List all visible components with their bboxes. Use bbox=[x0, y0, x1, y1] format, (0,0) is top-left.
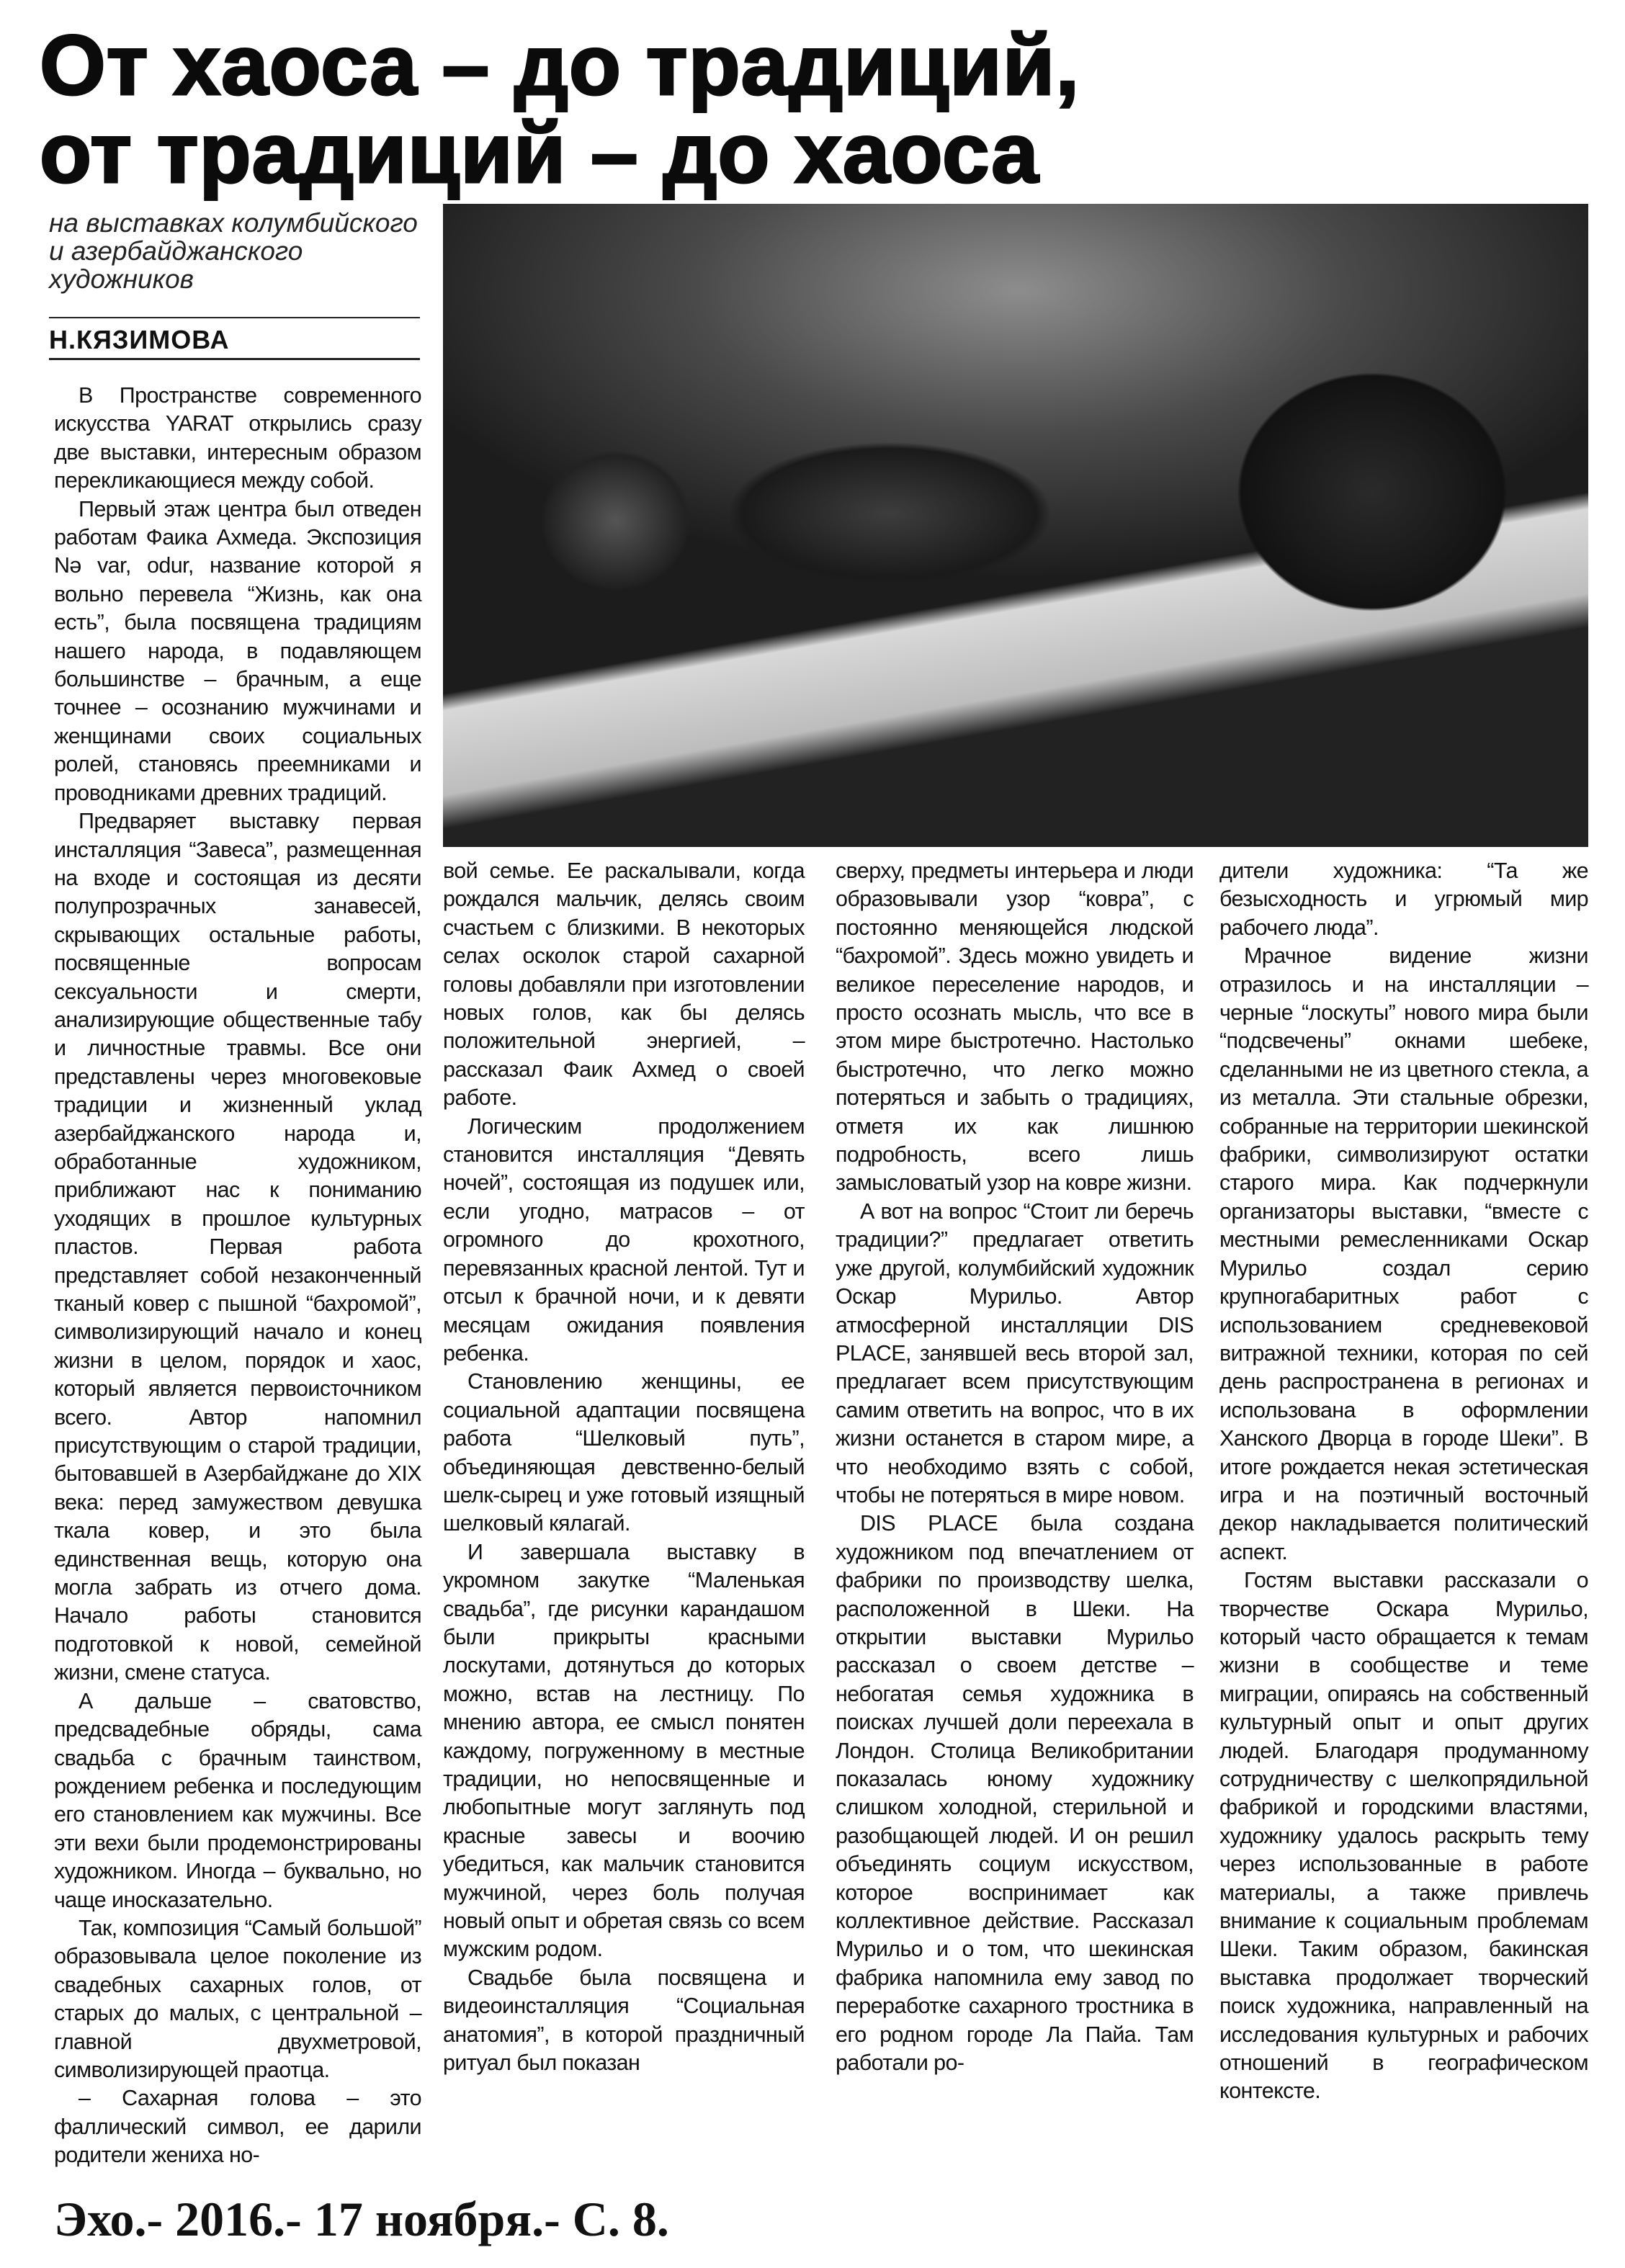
divider bbox=[49, 317, 420, 318]
paragraph: Первый этаж центра был отведен работам Фаика Ахмеда. Экспозиция Nə var, odur, название которой я вольно перевела “Жизнь, как она есть”, была посвящена традициям нашего народа, в подавляющем большинстве – брачным, а еще точнее – осознанию мужчинами и женщинами своих социальных ролей, становясь преемниками и проводниками древних традиций. bbox=[54, 496, 421, 805]
paragraph: А дальше – сватовство, предсвадебные обряды, сама свадьба с брачным таинством, рождением ребенка и последующим его становлением как мужчины. Все эти вехи были продемонстрированы художником. Иногда – буквально, но чаще иносказательно. bbox=[54, 1688, 421, 1912]
paragraph: Мрачное видение жизни отразилось и на инсталляции – черные “лоскуты” нового мира были “подсвечены” окнами шебеке, сделанными не из цветного стекла, а из металла. Эти стальные обрезки, собранные на территории шекинской фабрики, символизируют остатки старого мира. Как подчеркнули организаторы выставки, “вместе с местными ремесленниками Оскар Мурильо создал серию крупногабаритных работ с использованием средневековой витражной техники, которая по сей день распространена в регионах и использована в оформлении Ханского Дворца в городе Шеки”. В итоге рождается некая эстетическая игра и на поэтичный восточный декор накладывается политический аспект. bbox=[1219, 943, 1588, 1564]
article-column-3 bbox=[836, 857, 1194, 2077]
paragraph: Свадьбе была посвящена и видеоинсталляция “Социальная анатомия”, в которой праздничный ритуал был показан bbox=[443, 1965, 805, 2076]
paragraph: дители художника: “Та же безысходность и угрюмый мир рабочего люда”. bbox=[1219, 859, 1588, 940]
paragraph: Предваряет выставку первая инсталляция “Завеса”, размещенная на входе и состоящая из десяти полупрозрачных занавесей, скрывающих остальные работы, посвященные вопросам сексуальности и смерти, анализирующие общественные табу и личностные травмы. Все они представлены через многовековые традиции и жизненный уклад азербайджанского народа и, обработанные художником, приближают нас к пониманию уходящих в прошлое культурных пластов. Первая работа представляет собой незаконченный тканый ковер с пышной “бахромой”, символизирующий начало и конец жизни в целом, порядок и хаос, который является первоисточником всего. Автор напомнил присутствующим о старой традиции, бытовавшей в Азербайджане до XIX века: перед замужеством девушка ткала ковер, и это была единственная вещь, которую она могла забрать из отчего дома. Начало работы становится подготовкой к новой, семейной жизни, смене статуса. bbox=[54, 809, 421, 1685]
headline bbox=[40, 18, 1120, 201]
headline-line-2: от традиций – до хаоса bbox=[40, 106, 1039, 201]
paragraph: DIS PLACE была создана художником под впечатлением от фабрики по производству шелка, расположенной в Шеки. На открытии выставки Мурильо рассказал о своем детстве – небогатая семья художника в поисках лучшей доли переехала в Лондон. Столица Великобритании показалась юному художнику слишком холодной, стерильной и разобщающей людей. И он решил объединять социум искусством, которое воспринимает как коллективное действие. Рассказал Мурильо и о том, что шекинская фабрика напомнила ему завод по переработке сахарного тростника в его родном городе Ла Пайа. Там работали ро- bbox=[836, 1511, 1194, 2076]
exhibition-photo bbox=[443, 204, 1588, 847]
headline-line-1: От хаоса – до традиций, bbox=[40, 18, 1080, 113]
source-citation: Эхо.- 2016.- 17 ноября.- С. 8. bbox=[54, 2192, 669, 2246]
paragraph: – Сахарная голова – это фаллический символ, ее дарили родители жениха но- bbox=[54, 2086, 421, 2168]
paragraph: сверху, предметы интерьера и люди образовывали узор “ковра”, с постоянно меняющейся людской “бахромой”. Здесь можно увидеть и великое переселение народов, и просто осознать мысль, что все в этом мире быстротечно. Настолько быстротечно, что легко можно потеряться и забыть о традициях, отметя их как лишнюю подробность, всего лишь замысловатый узор на ковре жизни. bbox=[836, 859, 1194, 1196]
article-column-2 bbox=[443, 857, 805, 2077]
paragraph: Гостям выставки рассказали о творчестве Оскара Мурильо, который часто обращается к темам жизни в сообществе и теме миграции, опираясь на собственный культурный опыт и опыт других людей. Благодаря продуманному сотрудничеству с шелкопрядильной фабрикой и городскими властями, художнику удалось раскрыть тему через использованные в работе материалы, а также привлечь внимание к социальным проблемам Шеки. Таким образом, бакинская выставка продолжает творческий поиск художника, направленный на исследования культурных и рабочих отношений в географическом контексте. bbox=[1219, 1568, 1588, 2104]
author-byline: Н.КЯЗИМОВА bbox=[49, 325, 230, 354]
subtitle: на выставках колумбийского и азербайджанского художников bbox=[49, 208, 418, 294]
article-column-1 bbox=[54, 382, 421, 2170]
paragraph: А вот на вопрос “Стоит ли беречь традиции?” предлагает ответить уже другой, колумбийский художник Оскар Мурильо. Автор атмосферной инсталляции DIS PLACE, занявшей весь второй зал, предлагает всем присутствующим самим ответить на вопрос, что в их жизни останется в старом мире, а что необходимо взять с собой, чтобы не потеряться в мире новом. bbox=[836, 1198, 1194, 1507]
paragraph: Логическим продолжением становится инсталляция “Девять ночей”, состоящая из подушек или, если угодно, матрасов – от огромного до крохотного, перевязанных красной лентой. Тут и отсыл к брачной ночи, и к девяти месяцам ожидания появления ребенка. bbox=[443, 1113, 805, 1366]
paragraph: Становлению женщины, ее социальной адаптации посвящена работа “Шелковый путь”, объединяющая девственно-белый шелк-сырец и уже готовый изящный шелковый кялагай. bbox=[443, 1369, 805, 1536]
paragraph: вой семье. Ее раскалывали, когда рождался мальчик, делясь своим счастьем с близкими. В некоторых селах осколок старой сахарной головы добавляли при изготовлении новых голов, как бы делясь положительной энергией, – рассказал Фаик Ахмед о своей работе. bbox=[443, 859, 805, 1111]
paragraph: В Пространстве современного искусства YARAT открылись сразу две выставки, интересным образом перекликающиеся между собой. bbox=[54, 383, 421, 493]
paragraph: И завершала выставку в укромном закутке “Маленькая свадьба”, где рисунки карандашом были прикрыты красными лоскутами, дотянуться до которых можно, встав на лестницу. По мнению автора, ее смысл понятен каждому, погруженному в местные традиции, но непосвященные и любопытные могут заглянуть под красные завесы и воочию убедиться, как мальчик становится мужчиной, через боль получая новый опыт и обретая связь со всем мужским родом. bbox=[443, 1539, 805, 1962]
article-column-4 bbox=[1219, 857, 1588, 2106]
paragraph: Так, композиция “Самый большой” образовывала целое поколение из свадебных сахарных голов, от старых до малых, с центральной – главной двухметровой, символизирующей праотца. bbox=[54, 1915, 421, 2082]
divider bbox=[49, 358, 420, 360]
